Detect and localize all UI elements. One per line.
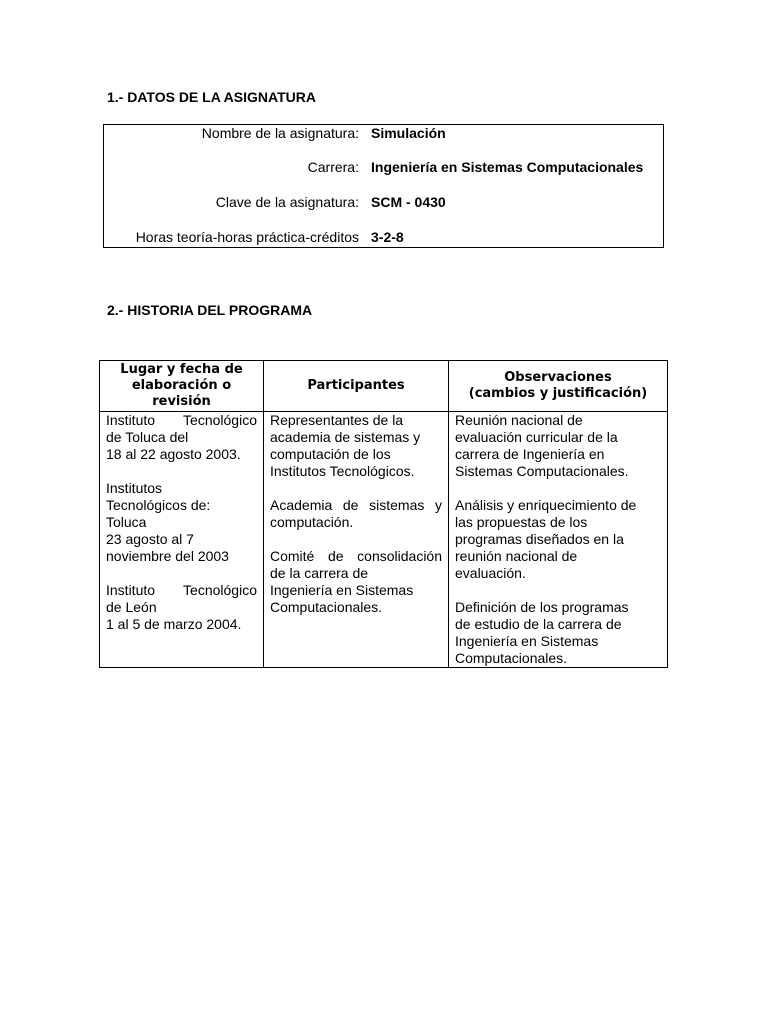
course-key-row bbox=[104, 194, 663, 214]
entry-line: 18 al 22 agosto 2003. bbox=[106, 446, 241, 462]
entry-line: Instituto Tecnológico bbox=[106, 412, 257, 428]
entry-line: noviembre del 2003 bbox=[106, 548, 229, 564]
course-key-label: Clave de la asignatura: bbox=[215, 194, 359, 210]
entry-line: de la carrera de bbox=[270, 565, 369, 581]
col1-entry bbox=[106, 412, 257, 463]
hours-credits-label: Horas teoría-horas práctica-créditos bbox=[135, 229, 359, 245]
entry-line: Representantes de la bbox=[270, 412, 404, 428]
entry-line: de León bbox=[106, 599, 157, 615]
course-key-value: SCM - 0430 bbox=[371, 194, 446, 210]
col3-entry bbox=[455, 497, 661, 582]
entry-line: 1 al 5 de marzo 2004. bbox=[106, 616, 242, 632]
entry-line: Ingeniería en Sistemas bbox=[270, 582, 414, 598]
col3-entry bbox=[455, 412, 661, 480]
participants-cell bbox=[264, 412, 449, 668]
hours-credits-value: 3-2-8 bbox=[371, 229, 404, 245]
entry-line: programas diseñados en la bbox=[455, 531, 624, 547]
hours-credits-row bbox=[104, 229, 663, 249]
place-date-cell bbox=[100, 412, 264, 668]
entry-line: computación de los bbox=[270, 446, 391, 462]
course-name-label: Nombre de la asignatura: bbox=[201, 125, 359, 141]
place-date-entries bbox=[106, 412, 257, 633]
header-participants: Participantes bbox=[264, 361, 449, 412]
course-data-box bbox=[103, 124, 664, 248]
col1-entry bbox=[106, 480, 257, 565]
course-name-value: Simulación bbox=[371, 125, 446, 141]
section-2-heading: 2.- HISTORIA DEL PROGRAMA bbox=[107, 302, 313, 318]
career-label: Carrera: bbox=[307, 159, 359, 175]
entry-line: Definición de los programas bbox=[455, 599, 629, 615]
table-header-row bbox=[100, 361, 668, 412]
header-observations-subtitle: (cambios y justificación) bbox=[468, 386, 648, 401]
header-observations bbox=[449, 361, 668, 412]
entry-line: Toluca bbox=[106, 514, 147, 530]
entry-line: Computacionales. bbox=[455, 650, 568, 666]
entry-line: Institutos bbox=[106, 480, 163, 496]
entry-line: evaluación curricular de la bbox=[455, 429, 618, 445]
entry-line: de Toluca del bbox=[106, 429, 189, 445]
course-name-row bbox=[104, 125, 663, 145]
entry-line: evaluación. bbox=[455, 565, 526, 581]
entry-line: reunión nacional de bbox=[455, 548, 578, 564]
entry-line: Sistemas Computacionales. bbox=[455, 463, 629, 479]
observations-cell bbox=[449, 412, 668, 668]
entry-line: Reunión nacional de bbox=[455, 412, 583, 428]
header-place-date: Lugar y fecha de elaboración o revisión bbox=[100, 361, 264, 412]
col2-entry bbox=[270, 497, 442, 531]
career-value: Ingeniería en Sistemas Computacionales bbox=[371, 159, 644, 175]
entry-line: Comité de consolidación bbox=[270, 548, 442, 564]
entry-line: Ingeniería en Sistemas bbox=[455, 633, 599, 649]
entry-line: Análisis y enriquecimiento de bbox=[455, 497, 637, 513]
table-row bbox=[100, 412, 668, 668]
career-row bbox=[104, 159, 663, 179]
entry-line: Computacionales. bbox=[270, 599, 383, 615]
entry-line: computación. bbox=[270, 514, 354, 530]
entry-line: Institutos Tecnológicos. bbox=[270, 463, 415, 479]
entry-line: carrera de Ingeniería en bbox=[455, 446, 605, 462]
observations-entries bbox=[455, 412, 661, 667]
col2-entry bbox=[270, 548, 442, 616]
entry-line: academia de sistemas y bbox=[270, 429, 421, 445]
col3-entry bbox=[455, 599, 661, 667]
entry-line: 23 agosto al 7 bbox=[106, 531, 194, 547]
entry-line: Tecnológicos de: bbox=[106, 497, 211, 513]
col2-entry bbox=[270, 412, 442, 480]
col1-entry bbox=[106, 582, 257, 633]
section-1-heading: 1.- DATOS DE LA ASIGNATURA bbox=[107, 89, 316, 105]
entry-line: las propuestas de los bbox=[455, 514, 588, 530]
program-history-table bbox=[99, 360, 668, 668]
entry-line: de estudio de la carrera de bbox=[455, 616, 622, 632]
entry-line: Academia de sistemas y bbox=[270, 497, 442, 513]
header-observations-title: Observaciones bbox=[504, 370, 612, 385]
entry-line: Instituto Tecnológico bbox=[106, 582, 257, 598]
participants-entries bbox=[270, 412, 442, 616]
